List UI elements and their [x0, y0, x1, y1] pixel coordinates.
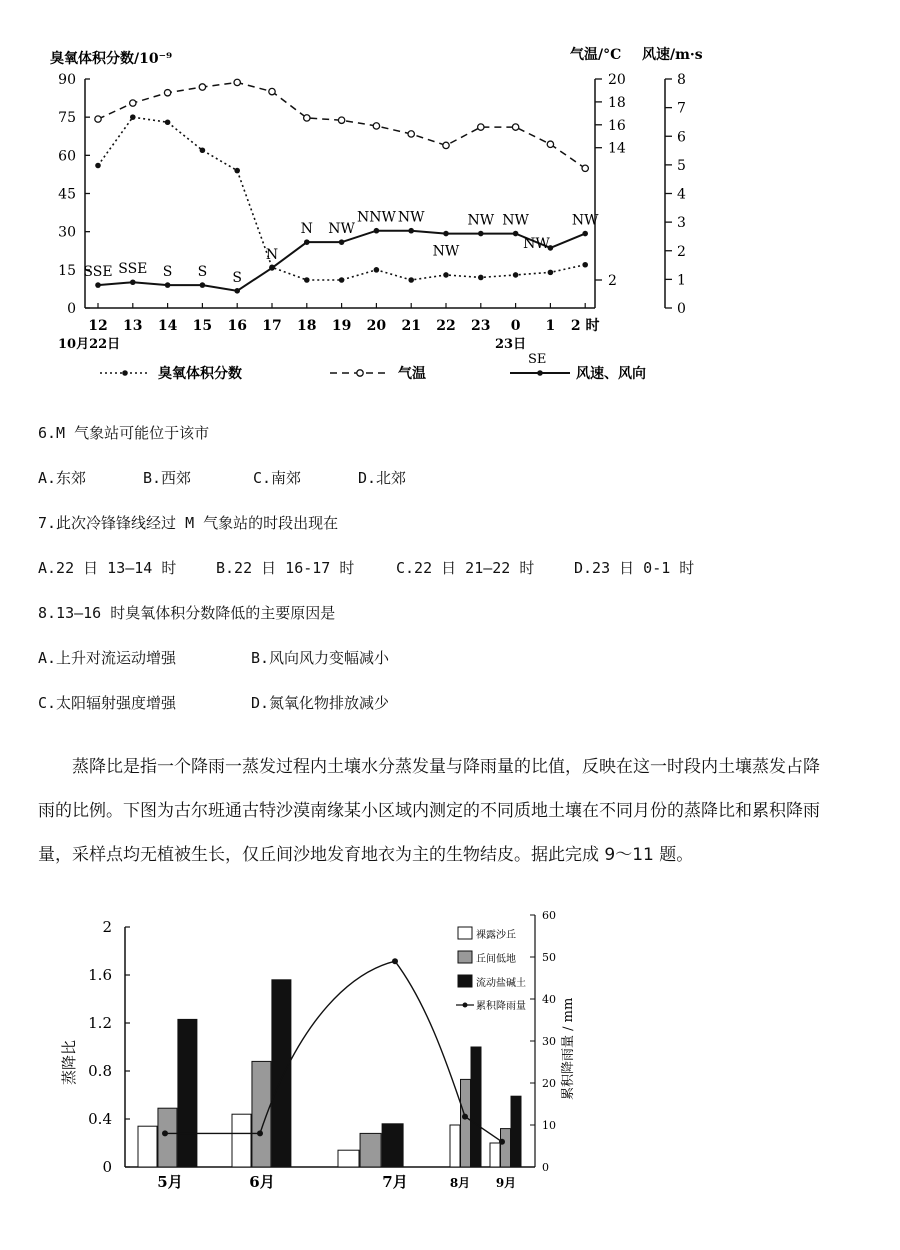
- temperature-point: [269, 88, 275, 94]
- x-date-label-23: 23日: [495, 337, 527, 352]
- legend-interdune: 丘间低地: [476, 954, 516, 965]
- wind-point: [130, 279, 136, 285]
- bar-interdune: [461, 1079, 471, 1167]
- y-wind-tick-label: 6: [677, 129, 686, 146]
- bar-bare-dune: [232, 1114, 251, 1167]
- bar-saline-soil: [178, 1019, 197, 1167]
- wind-point: [165, 282, 171, 288]
- temperature-series-line: [98, 82, 585, 168]
- y-temp-tick-label: 2: [608, 273, 617, 289]
- y-left-tick-label-2: 1.2: [88, 1014, 112, 1032]
- temperature-point: [304, 115, 310, 121]
- chart1-legend: [100, 352, 646, 382]
- question-6: [38, 422, 209, 443]
- y-wind-tick-label: 4: [677, 186, 686, 203]
- y-temp-tick-label: 18: [608, 94, 626, 111]
- x-tick-label: 12: [88, 318, 108, 334]
- bar-bare-dune: [138, 1126, 157, 1167]
- wind-point: [200, 282, 206, 288]
- wind-point: [95, 282, 101, 288]
- q6-option-d[interactable]: D.北郊: [358, 469, 407, 487]
- x-tick-label: 18: [297, 318, 317, 334]
- y-wind-tick-label: 8: [677, 72, 686, 88]
- q8-option-d[interactable]: D.氮氧化物排放减少: [251, 694, 390, 712]
- y-temp-tick-label: 16: [608, 117, 626, 134]
- ozone-point: [165, 119, 171, 125]
- q7-option-a[interactable]: A.22 日 13—14 时: [38, 559, 177, 577]
- legend-wind: 风速、风向: [576, 366, 646, 382]
- wind-point: [234, 288, 240, 294]
- wind-point: [408, 228, 414, 234]
- y-right-label-2: 累积降雨量 / mm: [561, 997, 576, 1100]
- x-tick-label: 19: [331, 318, 352, 334]
- wind-point: [478, 231, 484, 237]
- ozone-point: [374, 267, 380, 273]
- x-tick-label: 23: [471, 318, 491, 334]
- wind-direction-label: SSE: [83, 264, 113, 281]
- rainfall-point: [257, 1130, 263, 1136]
- x-tick-label: 13: [123, 318, 143, 334]
- ozone-point: [95, 163, 101, 169]
- x-tick-label: 17: [262, 318, 282, 334]
- ozone-point: [304, 277, 310, 283]
- x-category-label-2: 8月: [449, 1176, 471, 1190]
- y-left-tick-label: 75: [58, 110, 76, 127]
- question-8-options-row1: [38, 647, 389, 668]
- rainfall-point: [392, 958, 398, 964]
- y-left-tick-label-2: 1.6: [88, 966, 112, 984]
- temperature-point: [373, 123, 379, 129]
- wind-direction-label: N: [300, 221, 313, 238]
- chart2-legend: [456, 927, 526, 1012]
- y-left-tick-label-2: 0.4: [88, 1110, 112, 1128]
- y-left-label-2: 蒸降比: [60, 1039, 78, 1085]
- ozone-point: [200, 147, 206, 153]
- y-left-tick-label-2: 0: [102, 1158, 112, 1176]
- bar-interdune: [360, 1133, 381, 1167]
- wind-direction-label: NW: [397, 209, 425, 226]
- bar-interdune: [252, 1061, 271, 1167]
- x-category-label-2: 9月: [495, 1176, 517, 1190]
- x-tick-label: 21: [401, 318, 421, 334]
- rainfall-point: [499, 1139, 505, 1145]
- legend-rainfall: 累积降雨量: [476, 1001, 526, 1012]
- q6-option-c[interactable]: C.南郊: [253, 469, 302, 487]
- y-right-tick-label-2: 50: [542, 951, 556, 964]
- wind-direction-label: S: [232, 269, 242, 286]
- y-wind-tick-label: 7: [677, 100, 686, 117]
- temperature-point: [199, 84, 205, 90]
- y-wind-tick-label: 2: [677, 243, 686, 260]
- temperature-point: [443, 142, 449, 148]
- bar-bare-dune: [490, 1143, 500, 1167]
- x-tick-label: 22: [436, 318, 456, 334]
- y-wind-tick-label: 1: [677, 272, 686, 289]
- wind-point: [513, 231, 519, 237]
- wind-point: [374, 228, 380, 234]
- temperature-point: [512, 124, 518, 130]
- ozone-point: [130, 114, 136, 120]
- ozone-series-line: [98, 117, 585, 280]
- q6-option-b[interactable]: B.西郊: [143, 469, 192, 487]
- q7-option-b[interactable]: B.22 日 16-17 时: [216, 559, 355, 577]
- bar-saline-soil: [272, 980, 291, 1167]
- wind-point: [269, 265, 275, 271]
- y-left-tick-label-2: 2: [102, 918, 112, 936]
- legend-bare-dune: 裸露沙丘: [476, 930, 516, 941]
- y-temp-tick-label: 14: [608, 140, 626, 157]
- temperature-point: [478, 124, 484, 130]
- question-7-options: [38, 557, 694, 578]
- bar-saline-soil: [471, 1047, 481, 1167]
- rainfall-point: [162, 1130, 168, 1136]
- y-left-tick-label: 30: [58, 224, 76, 241]
- legend-wind-dir-example: SE: [528, 352, 547, 367]
- x-tick-label: 20: [366, 318, 387, 334]
- temperature-point: [130, 100, 136, 106]
- rainfall-point: [462, 1114, 468, 1120]
- bar-saline-soil: [382, 1124, 403, 1167]
- x-tick-label: 2 时: [570, 318, 600, 334]
- bar-bare-dune: [450, 1125, 460, 1167]
- q8-option-a[interactable]: A.上升对流运动增强: [38, 649, 177, 667]
- paragraph-line-3: 量，采样点均无植被生长，仅丘间沙地发育地衣为主的生物结皮。据此完成 9～11 题。: [38, 845, 694, 865]
- y-right-tick-label-2: 0: [542, 1161, 549, 1174]
- x-tick-label: 14: [157, 318, 178, 334]
- temperature-point: [234, 79, 240, 85]
- legend-temp: 气温: [398, 366, 426, 382]
- rainfall-series-line: [165, 961, 502, 1142]
- wind-direction-label: NW: [571, 212, 599, 229]
- x-date-label-22: 10月22日: [58, 337, 121, 352]
- q8-option-b[interactable]: B.风向风力变幅减小: [251, 649, 390, 667]
- y-left-tick-label: 15: [58, 262, 76, 279]
- wind-direction-label: N: [265, 246, 279, 263]
- wind-direction-label: NNW: [356, 209, 396, 226]
- evaporation-rainfall-chart: [40, 895, 600, 1195]
- ozone-point: [234, 168, 240, 174]
- ozone-temperature-wind-chart: [30, 35, 730, 395]
- ozone-point: [339, 277, 345, 283]
- ozone-point: [408, 277, 414, 283]
- legend-ozone: 臭氧体积分数: [158, 366, 242, 382]
- q7-option-d[interactable]: D.23 日 0-1 时: [574, 559, 695, 577]
- wind-direction-label: NW: [432, 243, 460, 260]
- wind-point: [304, 239, 310, 245]
- paragraph-line-2: 雨的比例。下图为古尔班通古特沙漠南缘某小区域内测定的不同质地土壤在不同月份的蒸降比和累积降雨: [38, 801, 820, 821]
- question-8-stem: 8.13—16 时臭氧体积分数降低的主要原因是: [38, 604, 336, 622]
- temperature-point: [547, 141, 553, 147]
- question-8-options-row2: [38, 692, 389, 713]
- wind-direction-label: NW: [502, 212, 529, 229]
- question-8: [38, 602, 335, 623]
- wind-direction-label: NW: [467, 212, 495, 229]
- paragraph-line-1: 蒸降比是指一个降雨一蒸发过程内土壤水分蒸发量与降雨量的比值，反映在这一时段内土壤蒸发占降: [72, 757, 820, 777]
- temperature-point: [95, 116, 101, 122]
- y-right-tick-label-2: 40: [542, 993, 556, 1006]
- ozone-point: [582, 262, 588, 268]
- y-right-tick-label-2: 10: [542, 1119, 556, 1132]
- question-6-stem: 6.M 气象站可能位于该市: [38, 424, 210, 442]
- ozone-point: [513, 272, 519, 278]
- y-left-tick-label: 60: [58, 148, 76, 165]
- question-6-options: [38, 467, 406, 488]
- y-wind-tick-label: 3: [677, 215, 686, 232]
- bar-interdune: [158, 1108, 177, 1167]
- wind-point: [443, 231, 449, 237]
- temperature-point: [408, 131, 414, 137]
- ozone-point: [548, 270, 554, 276]
- y-right-tick-label-2: 60: [542, 909, 556, 922]
- y-left-tick-label: 90: [58, 72, 76, 88]
- y-left-label: 臭氧体积分数/10⁻⁹: [50, 51, 173, 67]
- wind-direction-label: S: [197, 264, 208, 281]
- y-left-tick-label: 45: [58, 186, 76, 203]
- wind-point: [582, 231, 588, 237]
- bar-interdune: [501, 1129, 511, 1167]
- wind-direction-label: NW: [523, 235, 550, 252]
- x-tick-label: 16: [227, 318, 247, 334]
- intro-paragraph: [38, 745, 868, 877]
- x-tick-label: 15: [192, 318, 213, 334]
- y-right-tick-label-2: 30: [542, 1035, 556, 1048]
- y-wind-label: 风速/m·s: [642, 47, 703, 63]
- x-tick-label: 1: [545, 318, 556, 334]
- wind-direction-label: SSE: [118, 261, 148, 278]
- q6-option-a[interactable]: A.东郊: [38, 469, 87, 487]
- x-tick-label: 0: [510, 318, 521, 334]
- wind-direction-label: S: [162, 264, 173, 281]
- wind-direction-label: NW: [328, 221, 355, 238]
- question-7-stem: 7.此次冷锋锋线经过 M 气象站的时段出现在: [38, 514, 339, 532]
- y-left-tick-label: 0: [67, 301, 76, 317]
- wind-point: [339, 239, 345, 245]
- y-left-tick-label-2: 0.8: [88, 1062, 112, 1080]
- y-temp-label: 气温/°C: [570, 47, 622, 63]
- x-category-label-2: 5月: [157, 1173, 183, 1191]
- temperature-point: [582, 165, 588, 171]
- y-temp-tick-label: 20: [608, 72, 626, 88]
- bar-bare-dune: [338, 1150, 359, 1167]
- q7-option-c[interactable]: C.22 日 21—22 时: [396, 559, 535, 577]
- y-wind-tick-label: 0: [677, 301, 686, 317]
- question-7: [38, 512, 338, 533]
- x-category-label-2: 7月: [382, 1173, 408, 1191]
- temperature-point: [164, 90, 170, 96]
- bar-saline-soil: [511, 1096, 521, 1167]
- q8-option-c[interactable]: C.太阳辐射强度增强: [38, 694, 177, 712]
- legend-saline-soil: 流动盐碱土: [476, 978, 526, 989]
- ozone-point: [443, 272, 449, 278]
- temperature-point: [338, 117, 344, 123]
- y-wind-tick-label: 5: [677, 157, 686, 174]
- x-category-label-2: 6月: [249, 1173, 275, 1191]
- y-right-tick-label-2: 20: [542, 1077, 556, 1090]
- ozone-point: [478, 275, 484, 281]
